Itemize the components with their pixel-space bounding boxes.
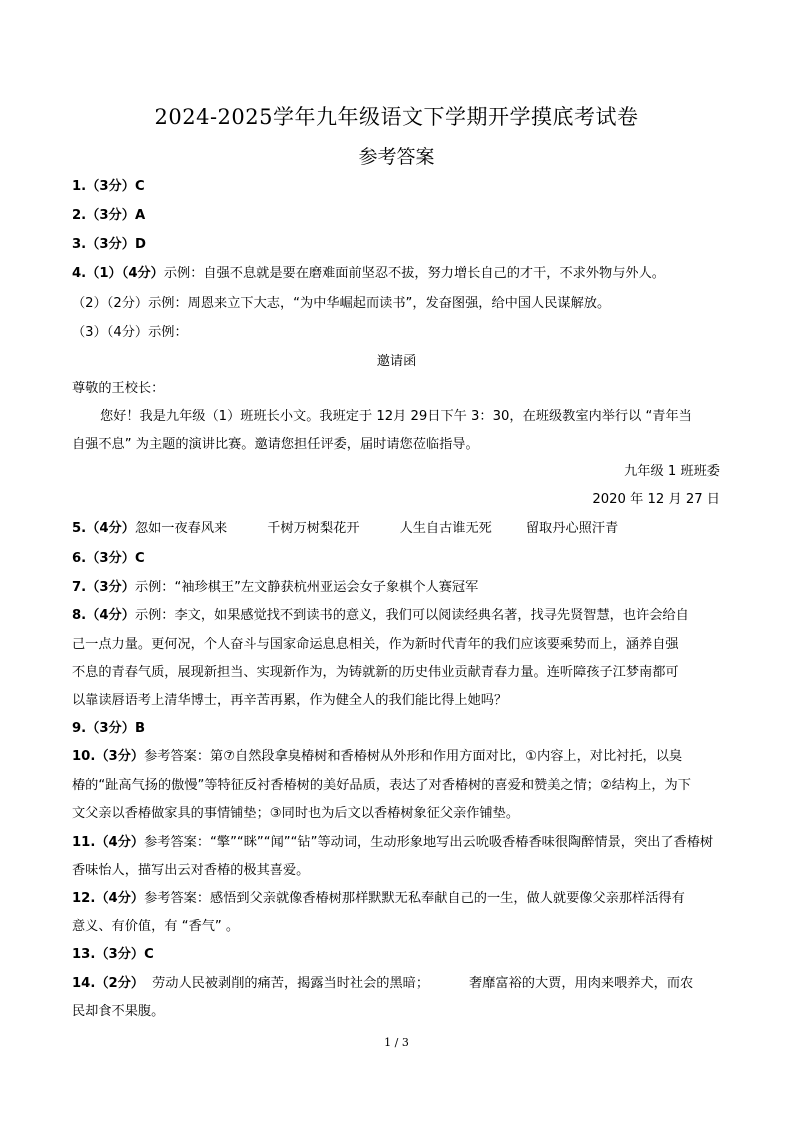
page-subtitle: 参考答案 xyxy=(358,146,435,168)
answer-10-line-2: 椿的“趾高气扬的傲慢”等特征反衬香椿树的美好品质，表达了对香椿树的喜爱和赞美之情；②结构上，为下 xyxy=(72,778,691,793)
answer-5: 5.（4分）忽如一夜春风来 千树万树梨花开 人生自古谁无死 留取丹心照汗青 xyxy=(72,521,619,536)
answer-4-3: （3）（4分）示例： xyxy=(72,325,188,340)
letter-salutation: 尊敬的王校长： xyxy=(72,381,165,396)
answer-8-line-4: 以靠读唇语考上清华博士，再辛苦再累，作为健全人的我们能比得上她吗？ xyxy=(72,693,508,708)
answer-4-2: （2）（2分）示例：周恩来立下大志，“为中华崛起而读书”，发奋图强，给中国人民谋解放。 xyxy=(72,296,611,311)
answer-8-line-3: 不息的青春气质，展现新担当、实现新作为，为铸就新的历史伟业贡献青春力量。连听障孩子江梦南都可 xyxy=(72,665,679,680)
answer-10-line-3: 文父亲以香椿做家具的事情铺垫；③同时也为后文以香椿树象征父亲作铺垫。 xyxy=(72,806,520,821)
answer-3: 3.（3分）D xyxy=(72,237,146,252)
answer-12-line-1: 12.（4分）参考答案：感悟到父亲就像香椿树那样默默无私奉献自己的一生，做人就要像父亲那样活得有 xyxy=(72,891,685,906)
answer-14-line-1: 14.（2分） 劳动人民被剥削的痛苦，揭露当时社会的黑暗； 奢靡富裕的大贾，用肉来喂养犬，而农 xyxy=(72,976,694,991)
answer-13: 13.（3分）C xyxy=(72,947,154,962)
answer-11-line-2: 香味怡人，描写出云对香椿的极其喜爱。 xyxy=(72,863,310,878)
answer-12-line-2: 意义、有价值，有 “香气” 。 xyxy=(72,919,240,934)
answer-9: 9.（3分）B xyxy=(72,721,145,736)
answer-2: 2.（3分）A xyxy=(72,208,146,223)
answer-10-line-1: 10.（3分）参考答案：第⑦自然段拿臭椿树和香椿树从外形和作用方面对比，①内容上，对比衬托，以臭 xyxy=(72,749,683,764)
answer-11-line-1: 11.（4分）参考答案：“擎”“眯”“闻”“钻”等动词，生动形象地写出云吮吸香椿香味很陶醉情景，突出了香椿树 xyxy=(72,835,714,850)
letter-body-line-2: 自强不息” 为主题的演讲比赛。邀请您担任评委，届时请您莅临指导。 xyxy=(72,437,479,452)
page-number: 1 / 3 xyxy=(384,1036,409,1049)
answer-6: 6.（3分）C xyxy=(72,551,145,566)
answer-4-1: 4.（1）（4分）示例：自强不息就是要在磨难面前坚忍不拔，努力增长自己的才干，不求外物与外人。 xyxy=(72,266,665,281)
letter-body-line-1: 您好！我是九年级（1）班班长小文。我班定于 12月 29日下午 3：30，在班级教室内举行以 “青年当 xyxy=(100,409,692,424)
answer-1: 1.（3分）C xyxy=(72,179,145,194)
answer-8-line-1: 8.（4分）示例：李文，如果感觉找不到读书的意义，我们可以阅读经典名著，找寻先贤智慧，也许会给自 xyxy=(72,608,689,623)
letter-title: 邀请函 xyxy=(376,354,417,369)
page-title: 2024-2025学年九年级语文下学期开学摸底考试卷 xyxy=(154,105,639,129)
letter-signature: 九年级 1 班班委 xyxy=(624,464,720,479)
answer-7: 7.（3分）示例：“袖珍棋王”左文静获杭州亚运会女子象棋个人赛冠军 xyxy=(72,580,479,595)
letter-date: 2020 年 12 月 27 日 xyxy=(592,492,720,507)
answer-8-line-2: 己一点力量。更何况，个人奋斗与国家命运息息相关，作为新时代青年的我们应该要乘势而上，涵养自强 xyxy=(72,637,679,652)
answer-14-line-2: 民却食不果腹。 xyxy=(72,1004,165,1019)
